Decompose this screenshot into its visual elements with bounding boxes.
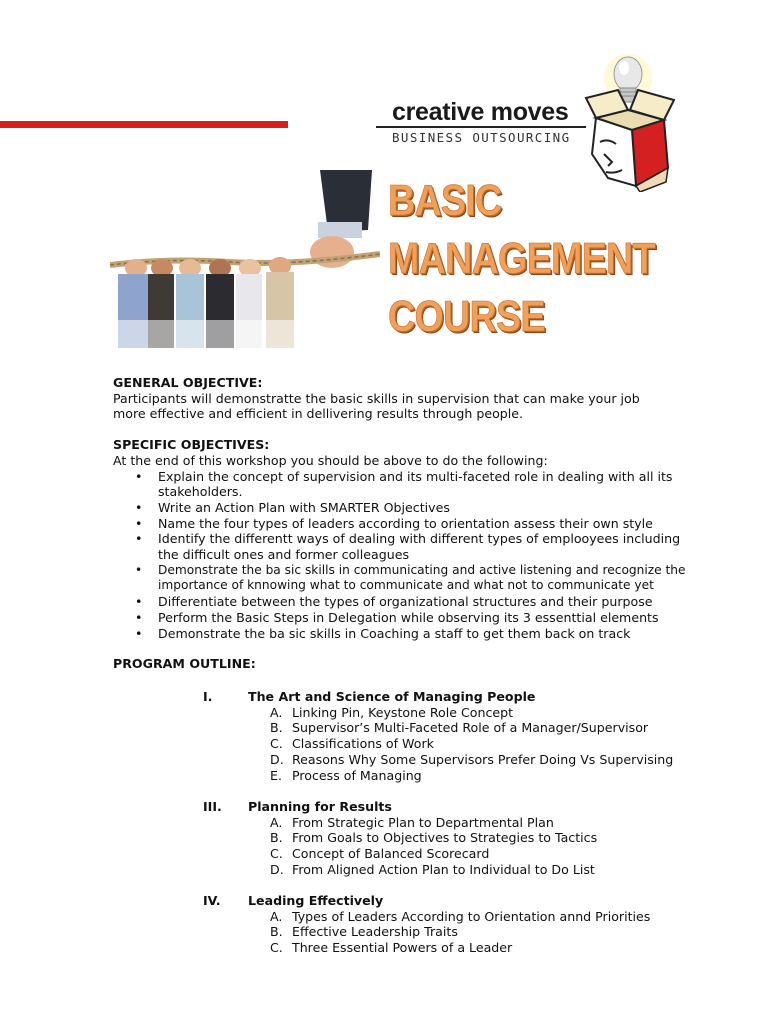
- general-objective-text: Participants will demonstratte the basic skills in supervision that can make your job: [113, 390, 640, 406]
- list-item: E. Process of Managing: [270, 767, 422, 783]
- specific-objectives-intro: At the end of this workshop you should be above to do the following:: [113, 452, 548, 468]
- program-outline-heading: PROGRAM OUTLINE:: [113, 656, 256, 672]
- brand-block: [376, 98, 586, 145]
- general-objective-heading: GENERAL OBJECTIVE:: [113, 375, 263, 390]
- list-item: A. Types of Leaders According to Orientation annd Priorities: [270, 908, 651, 924]
- specific-objectives-heading: SPECIFIC OBJECTIVES:: [113, 437, 270, 453]
- section-numeral: I.: [203, 689, 213, 704]
- list-item: • Identify the differentt ways of dealing with different types of emplooyees including the difficult ones and former colleagues: [135, 531, 713, 562]
- hands-pulling-rope-photo: [110, 170, 380, 348]
- list-item: • Differentiate between the types of organizational structures and their purpose: [135, 594, 713, 610]
- course-title-line: COURSE: [388, 292, 545, 341]
- list-item: A. From Strategic Plan to Departmental Plan: [270, 814, 554, 830]
- brand-underline: [376, 126, 586, 128]
- list-item: C. Concept of Balanced Scorecard: [270, 846, 490, 862]
- objectives-content: [113, 375, 713, 672]
- list-item: D. From Aligned Action Plan to Individual to Do List: [270, 861, 595, 877]
- outline-section: [203, 893, 723, 956]
- brand-name: creative moves: [392, 98, 569, 126]
- red-accent-rule: [0, 121, 288, 128]
- outline-section: [203, 799, 723, 878]
- list-item: C. Classifications of Work: [270, 736, 434, 752]
- course-title-line: MANAGEMENT: [388, 234, 655, 283]
- objectives-list: [135, 469, 713, 642]
- list-item: B. Effective Leadership Traits: [270, 924, 458, 940]
- list-item: C. Three Essential Powers of a Leader: [270, 940, 513, 956]
- list-item: B. From Goals to Objectives to Strategies to Tactics: [270, 830, 598, 846]
- section-numeral: III.: [203, 799, 222, 814]
- list-item: D. Reasons Why Some Supervisors Prefer Doing Vs Supervising: [270, 751, 674, 767]
- section-title: Leading Effectively: [248, 893, 384, 908]
- list-item: • Write an Action Plan with SMARTER Objectives: [135, 500, 713, 516]
- outline-section: [203, 689, 723, 783]
- section-numeral: IV.: [203, 893, 221, 908]
- brand-tagline: BUSINESS OUTSOURCING: [392, 130, 571, 145]
- list-item: A. Linking Pin, Keystone Role Concept: [270, 704, 514, 720]
- list-item: • Perform the Basic Steps in Delegation while observing its 3 essenttial elements: [135, 610, 713, 626]
- course-title: [388, 172, 655, 346]
- section-title: The Art and Science of Managing People: [248, 689, 536, 704]
- lightbulb-box-head-icon: [578, 50, 680, 192]
- list-item: • Explain the concept of supervision and its multi-faceted role in dealing with all its stakeholders.: [135, 469, 713, 500]
- list-item: • Name the four types of leaders according to orientation assess their own style: [135, 516, 713, 532]
- list-item: B. Supervisor’s Multi-Faceted Role of a Manager/Supervisor: [270, 720, 649, 736]
- course-title-line: BASIC: [388, 176, 502, 225]
- section-title: Planning for Results: [248, 799, 392, 814]
- general-objective-text: more effective and efficient in dellivering results through people.: [113, 406, 524, 422]
- list-item: • Demonstrate the ba sic skills in communicating and active listening and recognize the importance of knnowing what to communicate and what not to communicate yet: [135, 563, 713, 594]
- list-item: • Demonstrate the ba sic skills in Coaching a staff to get them back on track: [135, 626, 713, 642]
